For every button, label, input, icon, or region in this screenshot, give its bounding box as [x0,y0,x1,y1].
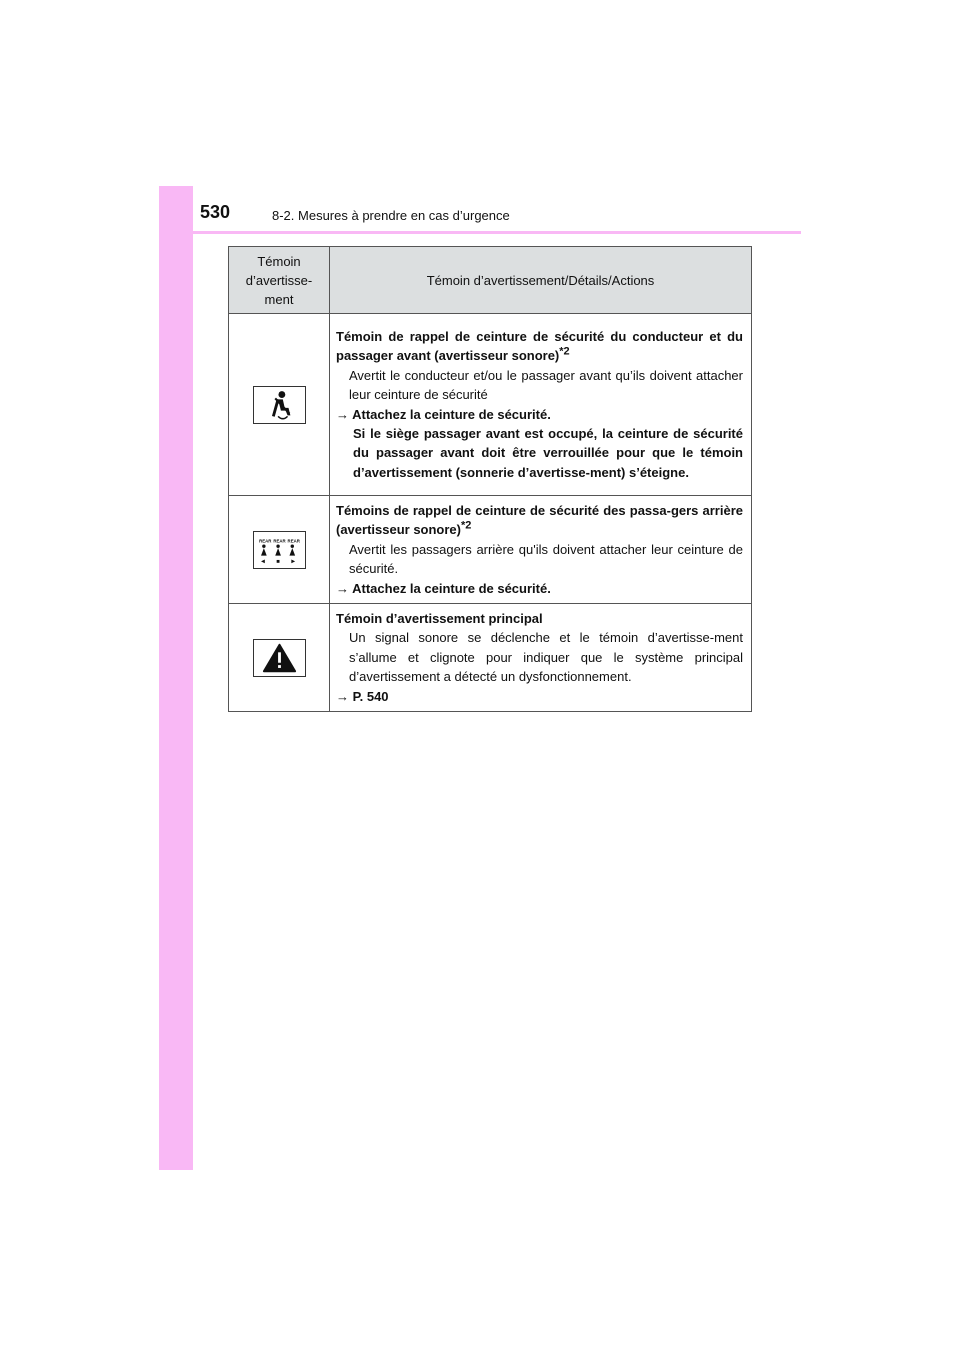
section-title: 8-2. Mesures à prendre en cas d’urgence [272,208,510,223]
margin-color-band [159,186,193,1170]
row-description: Avertit le conducteur et/ou le passager avant qu’ils doivent attacher leur ceinture de sécurité [349,367,743,403]
svg-text:REAR: REAR [258,537,271,543]
row-title: Témoin d’avertissement principal [336,611,543,627]
row-description: Un signal sonore se déclenche et le témoin d’avertisse-ment s’allume et clignote pour indiquer que le système principal d’avertissement a détecté un dysfonctionnement. [349,630,743,685]
row-title: Témoin de rappel de ceinture de sécurité du conducteur et du passager avant (avertisseur sonore)$^{*2}$ [336,328,743,364]
row-action-link[interactable]: → P. 540 [336,688,389,704]
table-header-row [229,247,752,314]
page-number: 530 [200,202,231,222]
svg-text:REAR: REAR [287,537,300,543]
col-header-details: Témoin d’avertissement/Détails/Actions [330,247,752,314]
row-description: Avertit les passagers arrière qu'ils doivent attacher leur ceinture de sécurité. [349,541,743,577]
row-title: Témoins de rappel de ceinture de sécurité des passa-gers arrière (avertisseur sonore)$^{*2}$ [336,503,743,538]
col-header-warning-light: Témoin d’avertisse- ment [229,247,330,314]
table-row [229,604,752,712]
row-action-detail: Si le siège passager avant est occupé, la ceinture de sécurité du passager avant doit être verrouillée pour que le témoin d’avertissement (sonnerie d’avertisse-ment) s’éteigne. [353,425,743,480]
master-warning-icon [253,639,306,677]
header-divider [159,231,801,234]
row-action: → Attachez la ceinture de sécurité. [336,406,551,422]
table-row [229,496,752,604]
row-action: → Attachez la ceinture de sécurité. [336,580,551,596]
seatbelt-icon [253,386,306,424]
svg-text:REAR: REAR [272,537,286,543]
rear-seatbelt-icon [253,531,306,569]
warning-lights-table [228,246,752,712]
table-row [229,314,752,496]
